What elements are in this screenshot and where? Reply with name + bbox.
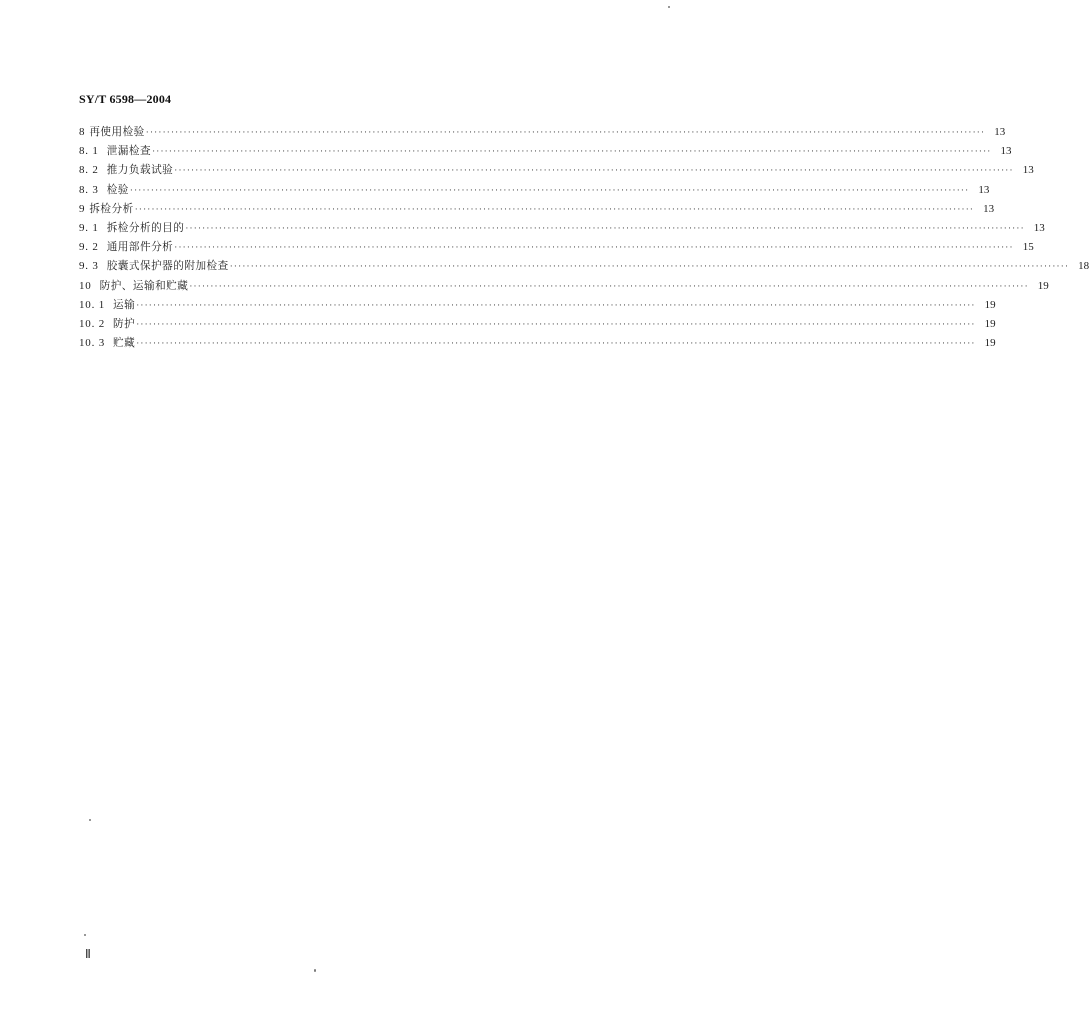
toc-entry-title: 通用部件分析 [106,241,174,254]
toc-entry-page: 19 [1037,279,1049,292]
toc-entry-number: 9. 1 [79,221,99,234]
toc-entry [79,315,996,334]
toc-entry-number: 10. 2 [79,317,105,330]
toc-entry-title: 运输 [113,298,136,311]
toc-leader-dots: ········································································································································································································ [136,338,976,349]
toc-entry-title: 贮藏 [113,337,136,350]
toc-entry-number: 10 [79,279,92,292]
toc-leader-dots: ········································································································································································································ [134,203,975,214]
toc-entry-page: 13 [978,183,990,196]
table-of-contents [79,123,1089,353]
toc-leader-dots: ········································································································································································································ [129,184,970,195]
toc-entry-page: 13 [1022,164,1034,177]
toc-entry [79,296,996,315]
toc-entry [79,219,1045,238]
toc-entry-title: 推力负载试验 [106,164,174,177]
toc-leader-dots: ········································································································································································································ [145,127,986,137]
toc-entry-number: 8. 3 [79,183,99,196]
toc-entry-number: 9 [79,202,86,215]
toc-entry [79,334,996,353]
toc-entry-title: 再使用检验 [89,126,145,138]
toc-leader-dots: ········································································································································································································ [174,242,1014,253]
toc-entry [79,181,990,200]
toc-entry-page: 13 [1033,221,1045,234]
toc-entry-page: 13 [983,202,995,215]
toc-entry [79,238,1034,257]
toc-entry-title: 拆检分析 [89,202,134,215]
scan-speck [668,6,670,8]
toc-entry-number: 8. 1 [79,145,99,158]
toc-entry-number: 9. 3 [79,260,99,273]
toc-entry [79,161,1034,180]
toc-leader-dots: ········································································································································································································ [229,261,1070,272]
scan-speck [84,934,86,936]
toc-leader-dots: ········································································································································································································ [136,318,976,329]
toc-entry-title: 拆检分析的目的 [106,221,185,234]
toc-entry-page: 18 [1078,260,1089,273]
toc-entry-title: 检验 [106,183,129,196]
toc-entry-page: 19 [984,337,996,350]
toc-leader-dots: ········································································································································································································ [174,165,1014,176]
toc-entry-number: 9. 2 [79,241,99,254]
toc-entry-number: 10. 3 [79,337,105,350]
toc-entry-page: 15 [1022,241,1034,254]
toc-entry-page: 13 [1000,145,1012,158]
toc-entry-page: 19 [984,317,996,330]
toc-entry-page: 13 [994,126,1006,138]
toc-entry-number: 8. 2 [79,164,99,177]
toc-entry-title: 胶囊式保护器的附加检查 [106,260,229,273]
toc-leader-dots: ········································································································································································································ [185,222,1025,233]
toc-entry-number: 10. 1 [79,298,105,311]
scan-speck [314,969,316,972]
toc-entry [79,277,1049,296]
toc-entry [79,200,995,219]
toc-entry-page: 19 [984,298,996,311]
toc-entry [79,123,1006,142]
toc-entry-title: 泄漏检查 [106,145,152,158]
scan-speck [89,819,91,821]
toc-entry [79,142,1012,161]
toc-entry-title: 防护 [113,317,136,330]
toc-entry [79,257,1089,276]
toc-entry-title: 防护、运输和贮藏 [99,279,189,292]
toc-leader-dots: ········································································································································································································ [189,280,1029,291]
page-number: Ⅱ [85,947,91,961]
standard-code-header: SY/T 6598—2004 [79,92,172,106]
toc-leader-dots: ········································································································································································································ [152,146,992,157]
toc-entry-number: 8 [79,126,86,138]
toc-leader-dots: ········································································································································································································ [136,299,976,310]
